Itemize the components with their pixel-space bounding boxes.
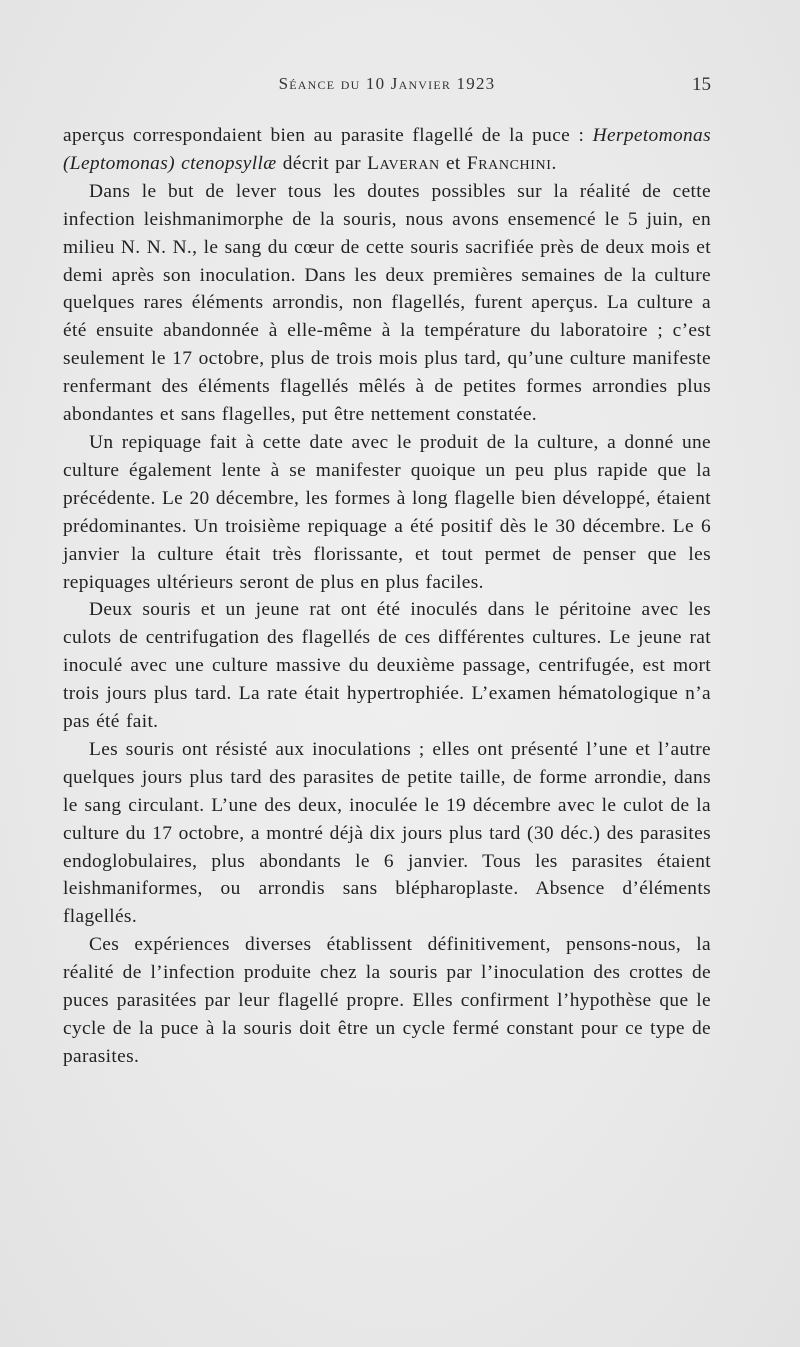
paragraph-1-text-c: et bbox=[439, 152, 467, 174]
author-franchini: Franchini bbox=[466, 152, 552, 174]
page-number: 15 bbox=[692, 74, 711, 95]
author-laveran: Laveran bbox=[367, 152, 440, 174]
body-text bbox=[63, 122, 711, 1071]
running-head bbox=[63, 74, 711, 104]
paragraph-6: Ces expériences diverses établissent définitivement, pensons-nous, la réalité de l’infection produite chez la souris par l’inoculation des crottes de puces parasitées par leur flagellé propre. Elles confirment l’hypothèse que le cycle de la puce à la souris doit être un cycle fermé constant pour ce type de parasites. bbox=[63, 934, 711, 1067]
paragraph-2: Dans le but de lever tous les doutes possibles sur la réalité de cette infection leishmanimorphe de la souris, nous avons ensemencé le 5 juin, en milieu N. N. N., le sang du cœur de cette souris sacrifiée près de deux mois et demi après son inoculation. Dans les deux premières semaines de la culture quelques rares éléments arrondis, non flagellés, furent aperçus. La culture a été ensuite abandonnée à elle-même à la température du laboratoire ; c’est seulement le 17 octobre, plus de trois mois plus tard, qu’une culture manifeste renfermant des éléments flagellés mêlés à de petites formes arrondies plus abondantes et sans flagelles, put être nettement constatée. bbox=[63, 180, 711, 426]
running-title: Séance du 10 Janvier 1923 bbox=[278, 74, 496, 93]
species-name: Herpetomonas (Leptomonas) ctenopsyllæ bbox=[63, 125, 711, 174]
paragraph-3: Un repiquage fait à cette date avec le produit de la culture, a donné une culture également lente à se manifester quoique un peu plus rapide que la précédente. Le 20 décembre, les formes à long flagelle bien développé, étaient prédominantes. Un troisième repiquage a été positif dès le 30 décembre. Le 6 janvier la culture était très florissante, et tout permet de penser que les repiquages ultérieurs seront de plus en plus faciles. bbox=[63, 431, 711, 593]
paragraph-5: Les souris ont résisté aux inoculations ; elles ont présenté l’une et l’autre quelques jours plus tard des parasites de petite taille, de forme arrondie, dans le sang circulant. L’une des deux, inoculée le 19 décembre avec le culot de la culture du 17 octobre, a montré déjà dix jours plus tard (30 déc.) des parasites endoglobulaires, plus abondants le 6 janvier. Tous les parasites étaient leishmaniformes, ou arrondis sans blépharoplaste. Absence d’éléments flagellés. bbox=[63, 738, 711, 928]
paragraph-1 bbox=[63, 122, 711, 178]
paragraph-1-text-a: aperçus correspondaient bien au parasite flagellé de la puce : bbox=[63, 125, 593, 146]
paragraph-1-text-b: décrit par bbox=[276, 152, 368, 174]
paragraph-1-text-d: . bbox=[551, 152, 557, 174]
paragraph-4: Deux souris et un jeune rat ont été inoculés dans le péritoine avec les culots de centrifugation des flagellés de ces différentes cultures. Le jeune rat inoculé avec une culture massive du deuxième passage, centrifugée, est mort trois jours plus tard. La rate était hypertrophiée. L’examen hématologique n’a pas été fait. bbox=[63, 599, 711, 733]
